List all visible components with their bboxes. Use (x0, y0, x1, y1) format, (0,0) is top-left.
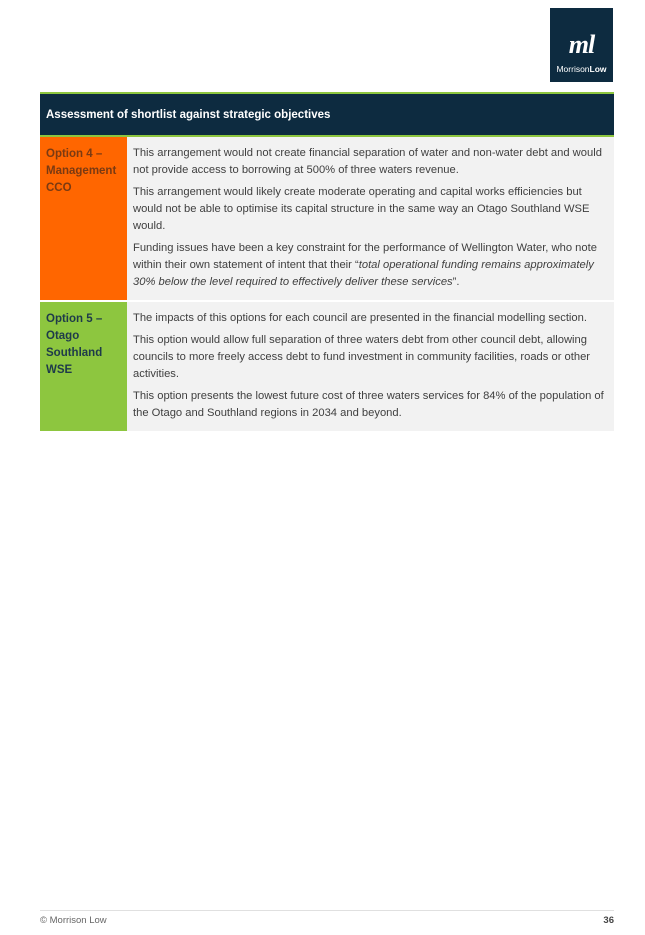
option-description-cell (127, 137, 614, 300)
option-description-cell (127, 302, 614, 431)
option-label-line: CCO (46, 182, 72, 194)
paragraph: This option would allow full separation of three waters debt from other council debt, allowing councils to more freely access debt to fund investment in community facilities, roads or other activities. (133, 334, 591, 380)
logo-mark: ml (568, 30, 595, 59)
footer-divider (40, 910, 614, 911)
paragraph-with-quote: Funding issues have been a key constraint for the performance of Wellington Water, who note within their own statement of intent that their “total operational funding remains approximately 30% below the level required to effectively deliver these services”. (133, 242, 597, 288)
option-label-line: Option 4 – (46, 148, 103, 160)
option-label-line: Management (46, 165, 117, 177)
morrison-low-logo (550, 8, 613, 82)
table-row-option-4 (40, 137, 614, 300)
table-row-option-5 (40, 300, 614, 431)
paragraph: The impacts of this options for each council are presented in the financial modelling section. (133, 312, 587, 324)
footer-copyright: © Morrison Low (40, 915, 107, 926)
option-label-line: WSE (46, 364, 73, 376)
option-label-line: Southland (46, 347, 103, 359)
option-label-line: Option 5 – (46, 313, 103, 325)
option-label-cell (40, 302, 127, 431)
paragraph: This arrangement would not create financial separation of water and non-water debt and would not provide access to borrowing at 500% of three waters revenue. (133, 147, 602, 176)
option-label-cell (40, 137, 127, 300)
assessment-table (40, 92, 614, 431)
logo-wordmark: MorrisonLow (556, 64, 607, 74)
option-label-line: Otago (46, 330, 80, 342)
quoted-text: total operational funding remains approximately 30% below the level required to effectively deliver these services (133, 259, 594, 288)
page-number: 36 (603, 915, 614, 926)
table-header: Assessment of shortlist against strategic objectives (40, 92, 614, 137)
paragraph: This arrangement would likely create moderate operating and capital works efficiencies but would not be able to optimise its capital structure in the same way an Otago Southland WSE would. (133, 186, 590, 232)
paragraph: This option presents the lowest future cost of three waters services for 84% of the population of the Otago and Southland regions in 2034 and beyond. (133, 390, 604, 419)
